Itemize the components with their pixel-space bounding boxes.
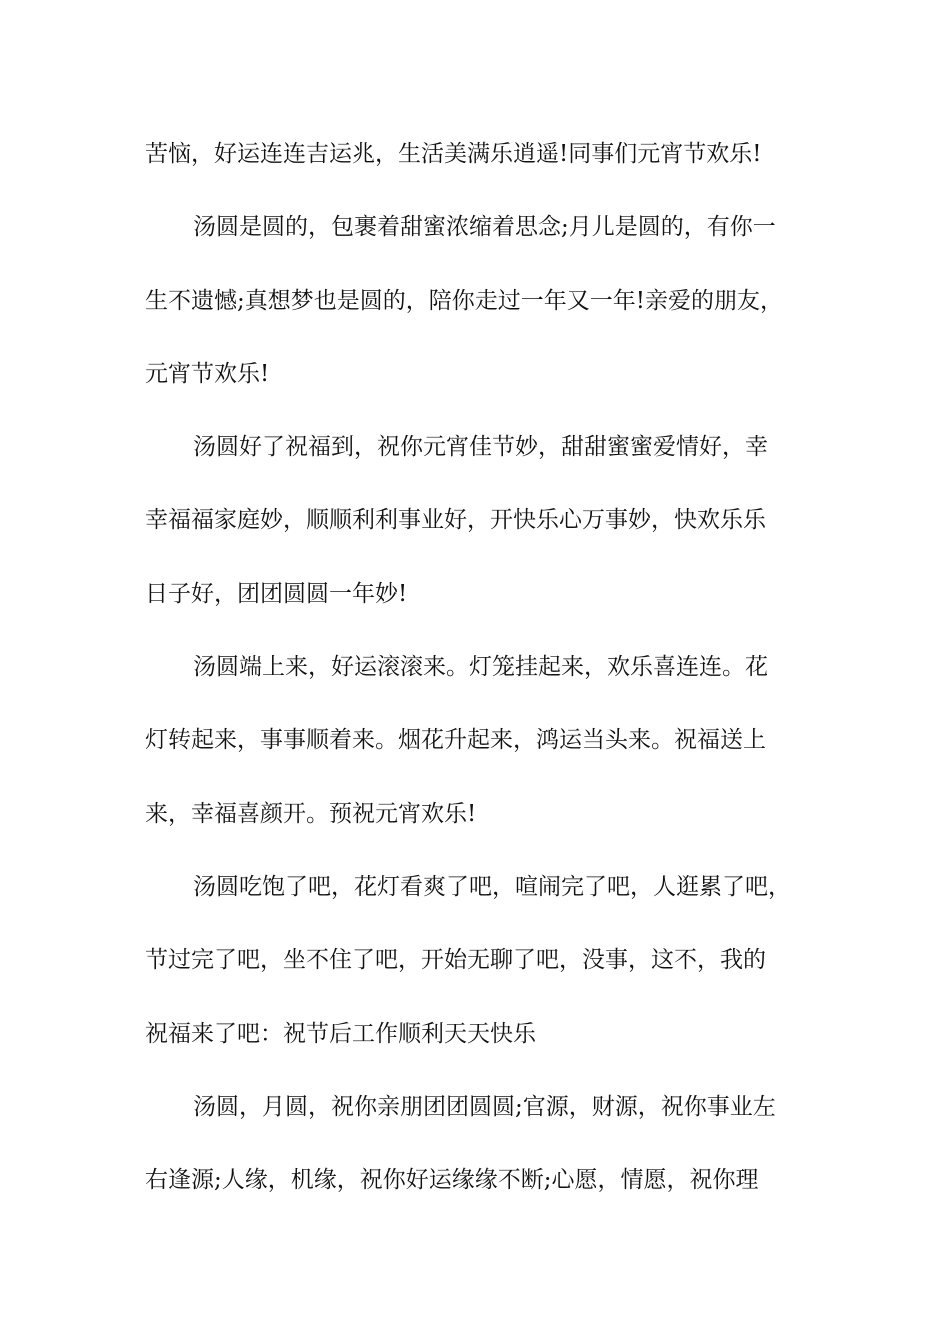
text-line: 苦恼，好运连连吉运兆，生活美满乐逍遥!同事们元宵节欢乐! — [145, 141, 762, 167]
text-line: 日子好，团团圆圆一年妙! — [145, 580, 408, 607]
text-line: 来，幸福喜颜开。预祝元宵欢乐! — [145, 800, 477, 827]
text-line: 汤圆，月圆，祝你亲朋团团圆圆;官源，财源，祝你事业左 — [193, 1093, 776, 1120]
text-line: 汤圆吃饱了吧，花灯看爽了吧，喧闹完了吧，人逛累了吧， — [193, 873, 791, 900]
text-line: 灯转起来，事事顺着来。烟花升起来，鸿运当头来。祝福送上 — [145, 727, 766, 754]
text-line: 汤圆端上来，好运滚滚来。灯笼挂起来，欢乐喜连连。花 — [193, 654, 768, 681]
text-line: 元宵节欢乐! — [145, 360, 270, 387]
text-line: 生不遗憾;真想梦也是圆的，陪你走过一年又一年!亲爱的朋友， — [145, 287, 783, 314]
document-body — [145, 126, 810, 1225]
text-line: 节过完了吧，坐不住了吧，开始无聊了吧，没事，这不，我的 — [145, 947, 766, 974]
text-line: 祝福来了吧：祝节后工作顺利天天快乐 — [145, 1020, 536, 1047]
text-line: 汤圆是圆的，包裹着甜蜜浓缩着思念;月儿是圆的，有你一 — [193, 214, 776, 241]
text-line: 汤圆好了祝福到，祝你元宵佳节妙，甜甜蜜蜜爱情好，幸 — [193, 434, 768, 461]
text-line: 右逢源;人缘，机缘，祝你好运缘缘不断;心愿，情愿，祝你理 — [145, 1167, 759, 1194]
text-line: 幸福福家庭妙，顺顺利利事业好，开快乐心万事妙，快欢乐乐 — [145, 507, 766, 534]
